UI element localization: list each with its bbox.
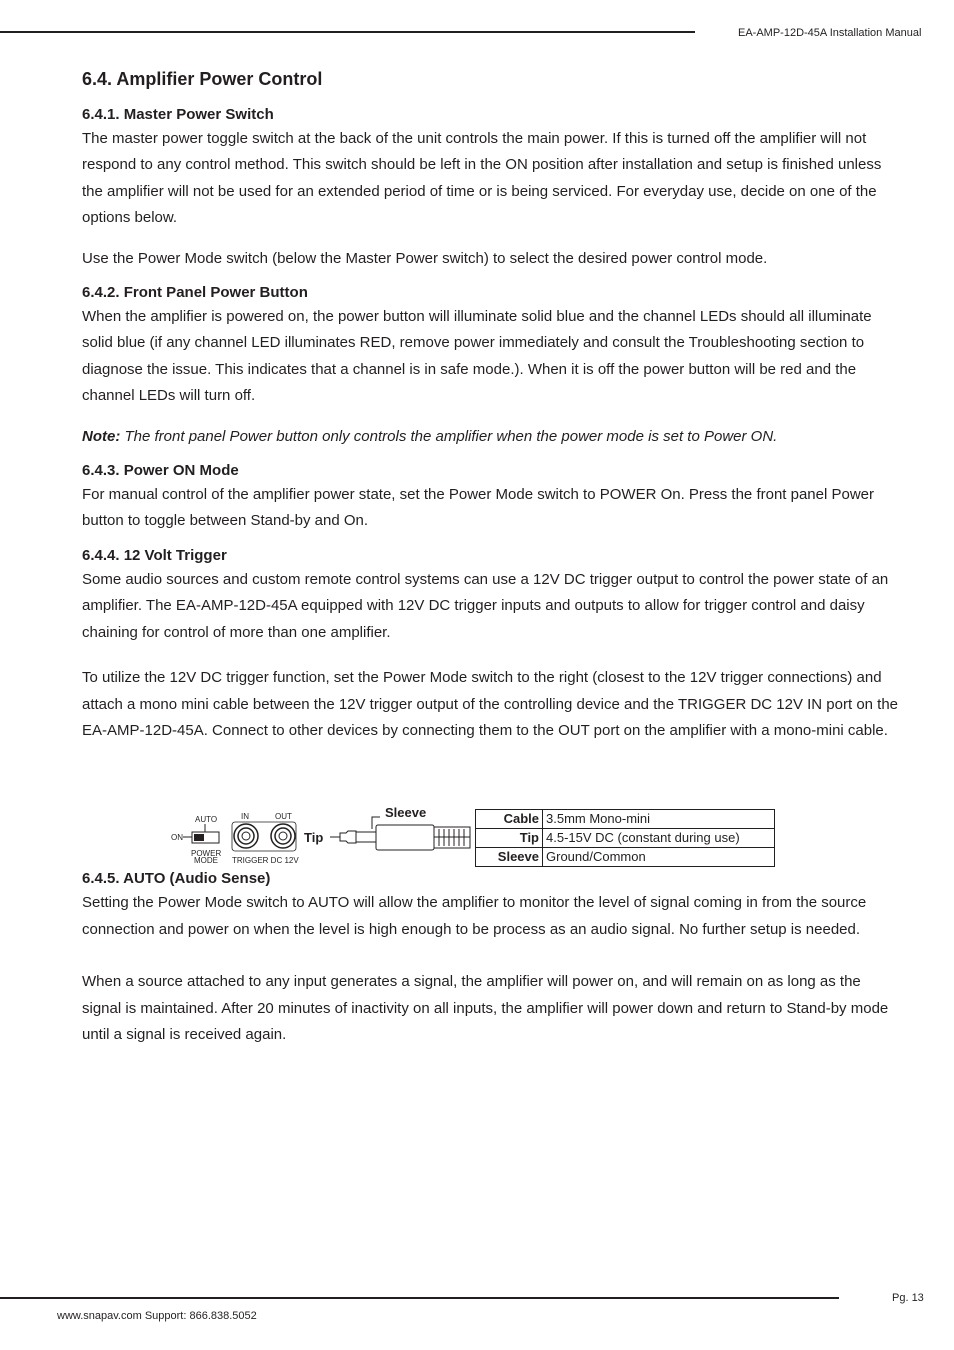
note-label: Note:: [82, 427, 121, 445]
header-title: EA-AMP-12D-45A Installation Manual: [738, 27, 922, 39]
label-trigger: TRIGGER DC 12V: [232, 856, 299, 865]
trigger-in-jack-icon: [234, 824, 258, 848]
paragraph: For manual control of the amplifier power state, set the Power Mode switch to POWER On. Press the front panel Power button to toggle between Stand-by and On.: [82, 486, 875, 530]
label-power: POWER: [191, 849, 222, 858]
table-row: [476, 810, 775, 829]
label-mode: MODE: [194, 856, 218, 865]
subsection-title-12v-trigger: 6.4.4. 12 Volt Trigger: [82, 546, 227, 564]
table-key: Cable: [476, 810, 543, 829]
table-value: Ground/Common: [543, 848, 775, 867]
trigger-out-jack-icon: [271, 824, 295, 848]
label-tip: Tip: [304, 830, 324, 845]
paragraph: Some audio sources and custom remote control systems can use a 12V DC trigger output to control the power state of an amplifier. The EA-AMP-12D-45A equipped with 12V DC trigger inputs and outputs to allow for trigger control and daisy chaining for control of more than one amplifier.: [82, 570, 889, 641]
label-sleeve: Sleeve: [385, 805, 427, 820]
label-out: OUT: [275, 812, 292, 821]
paragraph: Setting the Power Mode switch to AUTO will allow the amplifier to monitor the level of signal coming in from the source connection and power on when the level is high enough to be process as an audio signal. No further setup is needed.: [82, 894, 867, 938]
paragraph: Use the Power Mode switch (below the Master Power switch) to select the desired power control mode.: [82, 249, 768, 267]
paragraph: When the amplifier is powered on, the power button will illuminate solid blue and the channel LEDs should all illuminate solid blue (if any channel LED illuminates RED, remove power immediately and consult the Troubleshooting section to diagnose the issue. This indicates that a channel is in safe mode.). When it is off the power button will be red and the channel LEDs will turn off.: [82, 308, 872, 405]
table-value: 4.5-15V DC (constant during use): [543, 829, 775, 848]
footer-contact: www.snapav.com Support: 866.838.5052: [57, 1310, 257, 1322]
cable-spec-table: [475, 809, 775, 867]
subsection-title-auto: 6.4.5. AUTO (Audio Sense): [82, 870, 271, 888]
page-number: Pg. 13: [892, 1292, 924, 1304]
label-on: ON: [171, 833, 183, 842]
footer-rule: [0, 1297, 839, 1299]
paragraph: When a source attached to any input generates a signal, the amplifier will power on, and will remain on as long as the signal is maintained. After 20 minutes of inactivity on all inputs, the amplifier will power down and return to Stand-by mode until a signal is received again.: [82, 973, 889, 1043]
label-auto: AUTO: [195, 815, 218, 824]
table-row: [476, 848, 775, 867]
table-value: 3.5mm Mono-mini: [543, 810, 775, 829]
subsection-title-master-power: 6.4.1. Master Power Switch: [82, 106, 274, 123]
power-mode-switch-icon: [183, 824, 219, 843]
table-row: [476, 829, 775, 848]
note-text: The front panel Power button only controls the amplifier when the power mode is set to Power ON.: [120, 427, 778, 445]
subsection-title-front-panel: 6.4.2. Front Panel Power Button: [82, 284, 308, 302]
table-key: Tip: [476, 829, 543, 848]
section-title: 6.4. Amplifier Power Control: [82, 69, 323, 89]
subsection-title-power-on: 6.4.3. Power ON Mode: [82, 462, 239, 480]
mono-mini-plug-icon: [330, 817, 470, 850]
table-key: Sleeve: [476, 848, 543, 867]
label-in: IN: [241, 812, 249, 821]
paragraph: To utilize the 12V DC trigger function, set the Power Mode switch to the right (closest to the 12V trigger connections) and attach a mono mini cable between the 12V trigger output of the controlling device and the TRIGGER DC 12V IN port on the EA-AMP-12D-45A. Connect to other devices by connecting them to the OUT port on the amplifier with a mono-mini cable.: [82, 669, 899, 739]
paragraph: The master power toggle switch at the back of the unit controls the main power. If this is turned off the amplifier will not respond to any control method. This switch should be left in the ON position after installation and setup is finished unless the amplifier will not be used for an extended period of time or is being serviced. For everyday use, decide on one of the options below.: [82, 130, 882, 227]
